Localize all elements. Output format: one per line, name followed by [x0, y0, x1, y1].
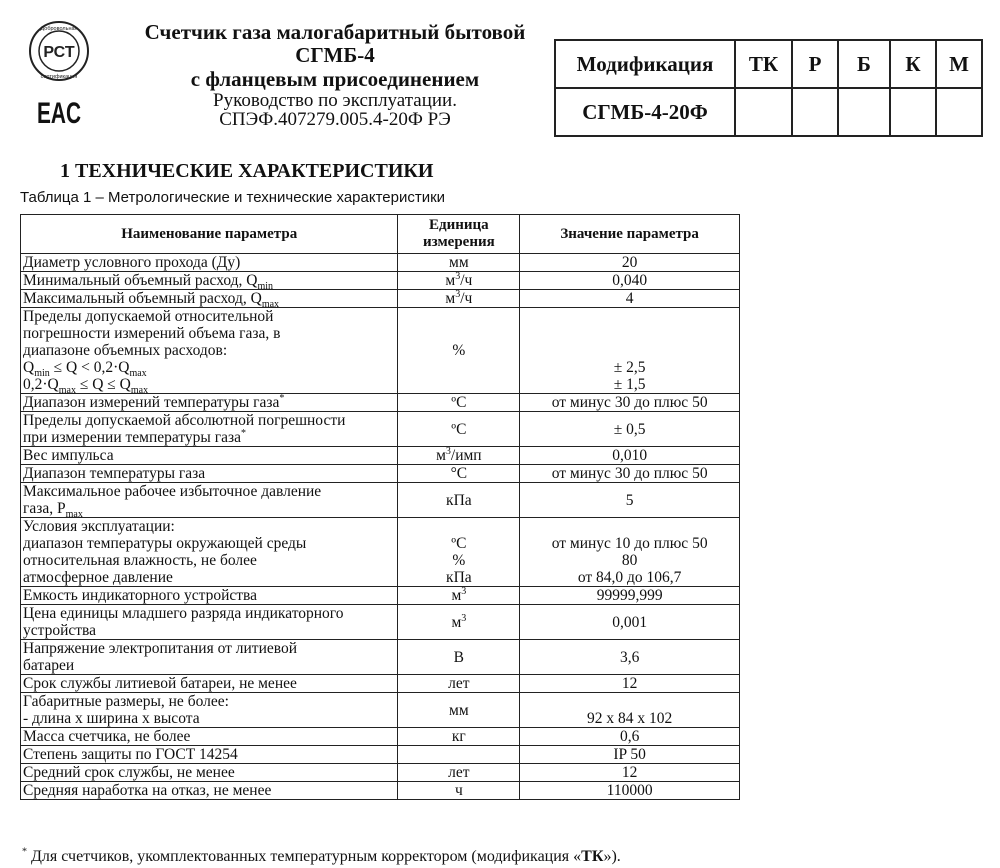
param-value: ± 2,5 ± 1,5	[520, 308, 740, 394]
document-subtitle-line1: Руководство по эксплуатации.	[213, 90, 457, 111]
param-unit: $м^3$/имп	[398, 447, 520, 465]
eac-logo	[36, 90, 82, 128]
param-name: Пределы допускаемой абсолютной погрешности при измерении температуры газа*	[21, 412, 398, 447]
param-unit: мм	[398, 693, 520, 728]
param-unit: кг	[398, 728, 520, 746]
param-name: Масса счетчика, не более	[21, 728, 398, 746]
table-row	[21, 693, 740, 728]
rst-bottom-text: сертификация	[40, 74, 78, 80]
header-unit-line2: измерения	[422, 234, 495, 250]
modification-col-b: Б	[838, 40, 890, 88]
rst-certification-logo	[28, 20, 90, 82]
param-unit: В	[398, 640, 520, 675]
header-value: Значение параметра	[520, 215, 740, 254]
modification-cell	[936, 88, 982, 136]
param-name: Цена единицы младшего разряда индикаторного устройства	[21, 605, 398, 640]
param-unit: $м^3/ч$	[398, 272, 520, 290]
table-row	[21, 394, 740, 412]
param-value: 92 x 84 x 102	[520, 693, 740, 728]
modification-cell	[735, 88, 792, 136]
table-row	[21, 587, 740, 605]
header-unit-line1: Единица	[429, 217, 489, 233]
param-unit: $м^3$	[398, 605, 520, 640]
modification-model: СГМБ-4-20Ф	[555, 88, 735, 136]
param-value: 12	[520, 764, 740, 782]
param-name: Напряжение электропитания от литиевой батареи	[21, 640, 398, 675]
param-unit: %	[398, 308, 520, 394]
modification-col-tk: ТК	[735, 40, 792, 88]
table-row	[21, 746, 740, 764]
table-row	[21, 412, 740, 447]
table-row	[21, 483, 740, 518]
rst-mark: РСТ	[43, 44, 75, 61]
param-unit: ºС	[398, 412, 520, 447]
modification-col-m: М	[936, 40, 982, 88]
table-row	[21, 640, 740, 675]
param-value: от минус 10 до плюс 50 80 от 84,0 до 106,7	[520, 518, 740, 587]
param-value: 4	[520, 290, 740, 308]
param-name: Емкость индикаторного устройства	[21, 587, 398, 605]
param-name: Диапазон температуры газа	[21, 465, 398, 483]
param-name: Диапазон измерений температуры газа*	[21, 394, 398, 412]
table-row	[21, 254, 740, 272]
table-row	[21, 605, 740, 640]
param-unit: кПа	[398, 483, 520, 518]
table-footnote: * Для счетчиков, укомплектованных температурным корректором (модификация «ТК»).	[22, 846, 621, 865]
section-title: 1 ТЕХНИЧЕСКИЕ ХАРАКТЕРИСТИКИ	[60, 160, 434, 182]
param-value: 0,010	[520, 447, 740, 465]
modification-cell	[890, 88, 936, 136]
document-title-line3: с фланцевым присоединением	[190, 67, 480, 91]
table-row	[21, 764, 740, 782]
param-value: 0,040	[520, 272, 740, 290]
param-name: Степень защиты по ГОСТ 14254	[21, 746, 398, 764]
param-value: от минус 30 до плюс 50	[520, 394, 740, 412]
param-name: Условия эксплуатации: диапазон температуры окружающей среды относительная влажность, не более атмосферное давление	[21, 518, 398, 587]
param-unit: $м^3/ч$	[398, 290, 520, 308]
rst-top-text: Добровольная	[40, 26, 78, 32]
param-unit: ºС % кПа	[398, 518, 520, 587]
modification-table	[554, 39, 983, 137]
document-subtitle-line2: СПЭФ.407279.005.4-20Ф РЭ	[219, 109, 451, 130]
eac-mark: EAC	[37, 97, 81, 130]
table-row	[21, 518, 740, 587]
param-value: 3,6	[520, 640, 740, 675]
header-unit	[398, 215, 520, 254]
document-title-line2: СГМБ-4	[295, 43, 375, 67]
param-name: Средняя наработка на отказ, не менее	[21, 782, 398, 800]
modification-cell	[792, 88, 838, 136]
param-unit: мм	[398, 254, 520, 272]
table-row	[21, 675, 740, 693]
modification-cell	[838, 88, 890, 136]
modification-label: Модификация	[555, 40, 735, 88]
param-name: Минимальный объемный расход, $Q_{min}$	[21, 272, 398, 290]
param-name: Вес импульса	[21, 447, 398, 465]
param-name: Диаметр условного прохода (Ду)	[21, 254, 398, 272]
table-row	[21, 447, 740, 465]
param-value: 99999,999	[520, 587, 740, 605]
table-row	[21, 308, 740, 394]
param-name: Максимальный объемный расход, $Q_{max}$	[21, 290, 398, 308]
param-unit: ºС	[398, 394, 520, 412]
table-row	[21, 465, 740, 483]
param-value: ± 0,5	[520, 412, 740, 447]
param-unit: °С	[398, 465, 520, 483]
param-unit	[398, 746, 520, 764]
param-value: 110000	[520, 782, 740, 800]
modification-col-k: К	[890, 40, 936, 88]
param-unit: лет	[398, 764, 520, 782]
param-value: 5	[520, 483, 740, 518]
param-name: Средний срок службы, не менее	[21, 764, 398, 782]
param-value: IP 50	[520, 746, 740, 764]
param-name: Пределы допускаемой относительной погрешности измерений объема газа, в диапазоне объемных расходов: $Q_{min} \le Q < 0,2\cdot Q_{max}$ $0,2\cdot Q_{max} \le Q \le Q_{max}$	[21, 308, 398, 394]
param-name: Габаритные размеры, не более: - длина х ширина х высота	[21, 693, 398, 728]
param-unit: $м^3$	[398, 587, 520, 605]
header-name: Наименование параметра	[21, 215, 398, 254]
table-row	[21, 290, 740, 308]
param-value: 12	[520, 675, 740, 693]
table-row	[21, 272, 740, 290]
document-title-line1: Счетчик газа малогабаритный бытовой	[144, 20, 526, 44]
table-row	[21, 728, 740, 746]
param-name: Срок службы литиевой батареи, не менее	[21, 675, 398, 693]
table-caption: Таблица 1 – Метрологические и технические характеристики	[20, 189, 446, 206]
characteristics-table	[20, 214, 740, 800]
param-value: 0,6	[520, 728, 740, 746]
param-unit: лет	[398, 675, 520, 693]
modification-col-r: Р	[792, 40, 838, 88]
param-name: Максимальное рабочее избыточное давление газа, $P_{max}$	[21, 483, 398, 518]
param-value: 0,001	[520, 605, 740, 640]
param-value: 20	[520, 254, 740, 272]
param-unit: ч	[398, 782, 520, 800]
table-row	[21, 782, 740, 800]
param-value: от минус 30 до плюс 50	[520, 465, 740, 483]
table-header-row	[21, 215, 740, 254]
